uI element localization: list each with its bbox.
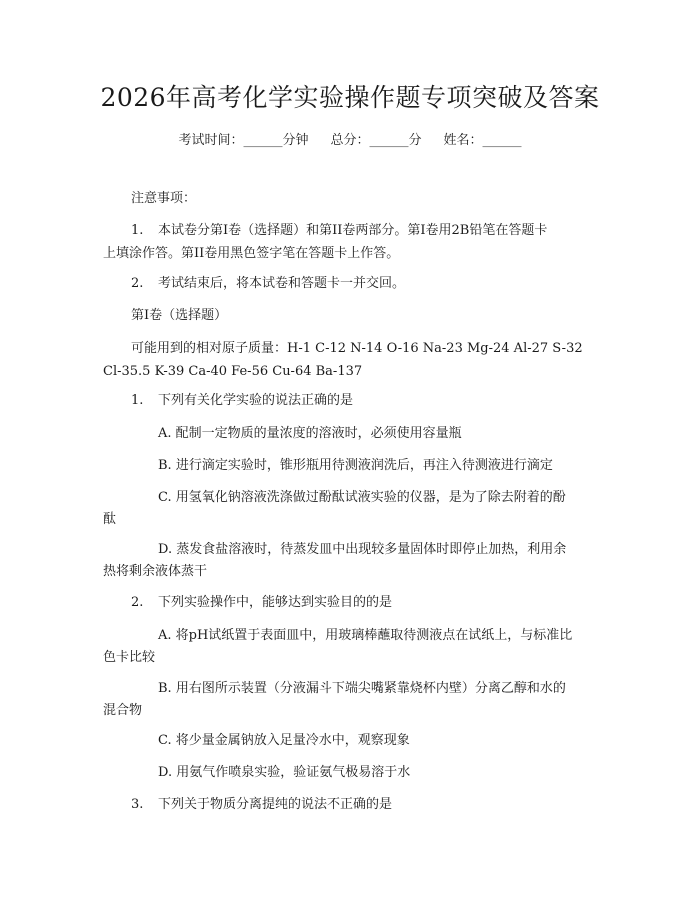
atomic-mass-line-1: 可能用到的相对原子质量：H-1 C-12 N-14 O-16 Na-23 Mg-24 Al-27 S-32 [131, 341, 583, 356]
atomic-mass-line-2: Cl-35.5 K-39 Ca-40 Fe-56 Cu-64 Ba-137 [103, 364, 363, 379]
q1-option-a: A. 配制一定物质的量浓度的溶液时，必须使用容量瓶 [158, 426, 462, 441]
question-2 [131, 591, 392, 615]
question-stem: 下列实验操作中，能够达到实验目的的是 [158, 595, 393, 610]
q1-option-c: C. 用氢氧化钠溶液洗涤做过酚酞试液实验的仪器，是为了除去附着的酚 [158, 490, 566, 505]
notice-item-1-cont: 上填涂作答。第II卷用黑色签字笔在答题卡上作答。 [103, 246, 400, 261]
question-3 [131, 793, 392, 817]
q2-option-a: A. 将pH试纸置于表面皿中，用玻璃棒蘸取待测液点在试纸上，与标准比 [158, 628, 573, 643]
notice-text: 考试结束后，将本试卷和答题卡一并交回。 [158, 276, 406, 291]
q2-option-a-cont: 色卡比较 [103, 650, 156, 665]
q1-option-c-cont: 酞 [103, 512, 117, 527]
q1-option-d: D. 蒸发食盐溶液时，待蒸发皿中出现较多量固体时即停止加热，利用余 [158, 542, 567, 557]
notice-number: 2. [131, 276, 144, 291]
question-stem: 下列有关化学实验的说法正确的是 [158, 393, 354, 408]
q2-option-d: D. 用氨气作喷泉实验，验证氨气极易溶于水 [158, 765, 411, 780]
question-1 [131, 389, 353, 413]
notice-item-1 [131, 219, 547, 243]
q1-option-d-cont: 热将剩余液体蒸干 [103, 564, 208, 579]
notice-heading: 注意事项： [131, 191, 197, 206]
exam-meta [0, 131, 700, 151]
notice-text: 本试卷分第I卷（选择题）和第II卷两部分。第I卷用2B铅笔在答题卡 [158, 223, 548, 238]
exam-score: 总分：______分 [330, 133, 422, 148]
exam-time: 考试时间：______分钟 [178, 133, 309, 148]
question-stem: 下列关于物质分离提纯的说法不正确的是 [158, 797, 393, 812]
q2-option-b-cont: 混合物 [103, 703, 143, 718]
page-title: 2026年高考化学实验操作题专项突破及答案 [100, 83, 600, 112]
q2-option-b: B. 用右图所示装置（分液漏斗下端尖嘴紧靠烧杯内壁）分离乙醇和水的 [158, 681, 566, 696]
section-heading: 第I卷（选择题） [131, 308, 228, 323]
q2-option-c: C. 将少量金属钠放入足量冷水中，观察现象 [158, 733, 410, 748]
exam-name: 姓名：______ [443, 133, 522, 148]
notice-item-2 [131, 272, 405, 296]
question-number: 2. [131, 595, 144, 610]
question-number: 3. [131, 797, 144, 812]
question-number: 1. [131, 393, 144, 408]
q1-option-b: B. 进行滴定实验时，锥形瓶用待测液润洗后，再注入待测液进行滴定 [158, 458, 553, 473]
notice-number: 1. [131, 223, 144, 238]
